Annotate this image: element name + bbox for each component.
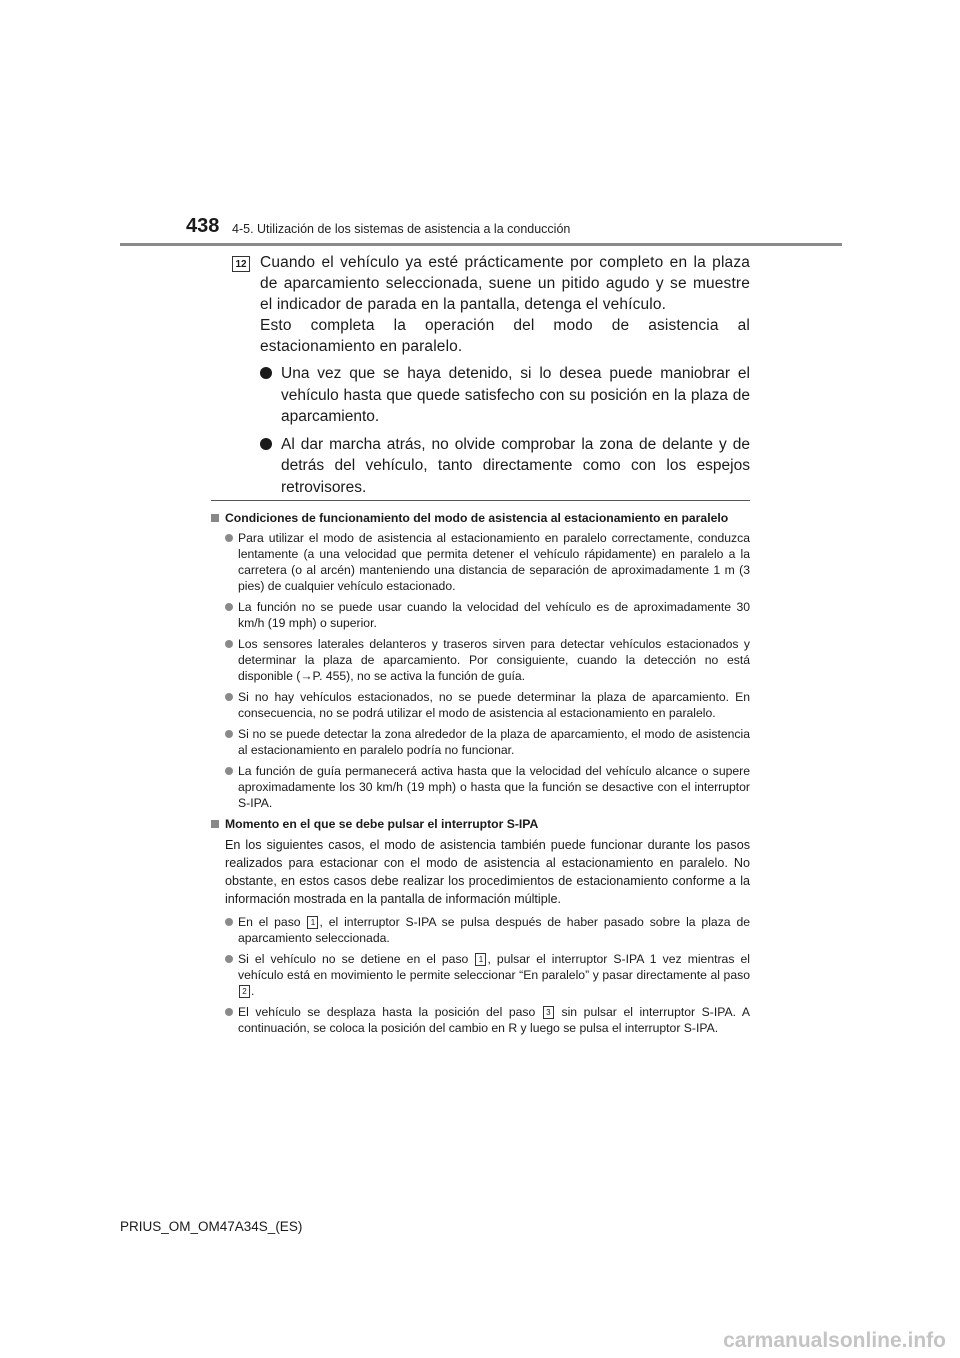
document-code: PRIUS_OM_OM47A34S_(ES) bbox=[120, 1219, 303, 1234]
step-reference-badge: 2 bbox=[239, 985, 250, 998]
note-item-text: Si el vehículo no se detiene en el paso bbox=[238, 952, 469, 966]
note-item bbox=[211, 951, 750, 999]
step-12-block bbox=[232, 252, 750, 504]
step-reference-badge: 1 bbox=[475, 953, 486, 966]
note-intro: En los siguientes casos, el modo de asistencia también puede funcionar durante los pasos realizados para estacionar con el modo de asistencia al estacionamiento en paralelo. No obstante, en estos casos debe realizar los procedimientos de estacionamiento conforme a la información mostrada en la pantalla de información múltiple. bbox=[225, 838, 750, 906]
note-item bbox=[211, 914, 750, 946]
bullet-icon bbox=[225, 640, 233, 648]
bullet-icon bbox=[225, 693, 233, 701]
square-bullet-icon bbox=[211, 514, 219, 522]
bullet-icon bbox=[225, 730, 233, 738]
note-item bbox=[211, 689, 750, 721]
note-item-text: Si no se puede detectar la zona alrededor de la plaza de aparcamiento, el modo de asistencia al estacionamiento en paralelo podría no funcionar. bbox=[238, 727, 750, 757]
bullet-icon bbox=[225, 603, 233, 611]
step-bullet-text: Al dar marcha atrás, no olvide comprobar la zona de delante y de detrás del vehículo, tanto directamente como con los espejos retrovisores. bbox=[281, 435, 750, 496]
note-item bbox=[211, 1004, 750, 1036]
note-heading bbox=[211, 510, 750, 526]
note-item-text: Para utilizar el modo de asistencia al estacionamiento en paralelo correctamente, conduzca lentamente (a una velocidad que permita detener el vehículo rápidamente) en paralelo a la carretera (o al arcén) manteniendo una distancia de separación de aproximadamente 1 m (3 pies) de cualquier vehículo estacionado. bbox=[238, 531, 750, 593]
step-line: Cuando el vehículo ya esté prácticamente por completo en la plaza de aparcamiento seleccionada, suene un pitido agudo y se muestre el indicador de parada en la pantalla, detenga el vehículo. bbox=[260, 254, 750, 313]
bullet-icon bbox=[225, 534, 233, 542]
bullet-icon bbox=[225, 1008, 233, 1016]
step-bullet bbox=[260, 363, 750, 428]
note-item bbox=[211, 636, 750, 684]
bullet-icon bbox=[225, 918, 233, 926]
note-heading bbox=[211, 816, 750, 832]
square-bullet-icon bbox=[211, 820, 219, 828]
note-item-text: En el paso bbox=[238, 915, 301, 929]
note-item bbox=[211, 599, 750, 631]
note-item bbox=[211, 763, 750, 811]
note-item-text: La función no se puede usar cuando la velocidad del vehículo es de aproximadamente 30 km/h (19 mph) o superior. bbox=[238, 600, 750, 630]
note-list bbox=[211, 530, 750, 811]
section-divider bbox=[211, 500, 750, 501]
bullet-icon bbox=[260, 438, 272, 450]
note-item-text: La función de guía permanecerá activa hasta que la velocidad del vehículo alcance o supere aproximadamente los 30 km/h (19 mph) o hasta que la función se desactive con el interruptor S-IPA. bbox=[238, 764, 750, 810]
note-item-text: . bbox=[251, 984, 255, 998]
note-list bbox=[211, 914, 750, 1036]
note-heading-text: Momento en el que se debe pulsar el interruptor S-IPA bbox=[225, 817, 539, 831]
bullet-icon bbox=[260, 367, 272, 379]
note-heading-text: Condiciones de funcionamiento del modo de asistencia al estacionamiento en paralelo bbox=[225, 511, 729, 525]
note-item-text: Si no hay vehículos estacionados, no se puede determinar la plaza de aparcamiento. En consecuencia, no se podrá utilizar el modo de asistencia al estacionamiento en paralelo. bbox=[238, 690, 750, 720]
step-text bbox=[260, 252, 750, 357]
watermark: carmanualsonline.info bbox=[723, 1329, 946, 1352]
page-number: 438 bbox=[186, 215, 220, 237]
header-divider bbox=[120, 243, 842, 246]
note-item bbox=[211, 726, 750, 758]
step-number-badge: 12 bbox=[232, 256, 250, 272]
note-item-text: , el interruptor S-IPA se pulsa después de haber pasado sobre la plaza de aparcamiento seleccionada. bbox=[238, 915, 751, 945]
step-bullet bbox=[260, 434, 750, 499]
note-item-text: , pulsar el interruptor S-IPA 1 vez mientras el vehículo está en movimiento le permite seleccionar “En paralelo” y pasar directamente al paso bbox=[238, 952, 751, 982]
note-item-text: El vehículo se desplaza hasta la posición del paso bbox=[238, 1005, 536, 1019]
note-item bbox=[211, 530, 750, 594]
bullet-icon bbox=[225, 767, 233, 775]
step-bullet-list bbox=[260, 363, 750, 498]
step-reference-badge: 3 bbox=[543, 1006, 554, 1019]
notes-section bbox=[211, 510, 750, 1041]
note-item-text: Los sensores laterales delanteros y traseros sirven para detectar vehículos estacionados y determinar la plaza de aparcamiento. Por consiguiente, cuando la detección no está disponible (→P. 455), no se activa la función de guía. bbox=[238, 637, 750, 683]
bullet-icon bbox=[225, 955, 233, 963]
step-bullet-text: Una vez que se haya detenido, si lo desea puede maniobrar el vehículo hasta que quede satisfecho con su posición en la plaza de aparcamiento. bbox=[281, 365, 750, 425]
step-line: Esto completa la operación del modo de asistencia al estacionamiento en paralelo. bbox=[260, 317, 750, 355]
chapter-title: 4-5. Utilización de los sistemas de asistencia a la conducción bbox=[232, 222, 571, 236]
step-reference-badge: 1 bbox=[307, 916, 318, 929]
note-item-text: sin pulsar el interruptor S-IPA. A continuación, se coloca la posición del cambio en R y luego se pulsa el interruptor S-IPA. bbox=[238, 1005, 751, 1035]
